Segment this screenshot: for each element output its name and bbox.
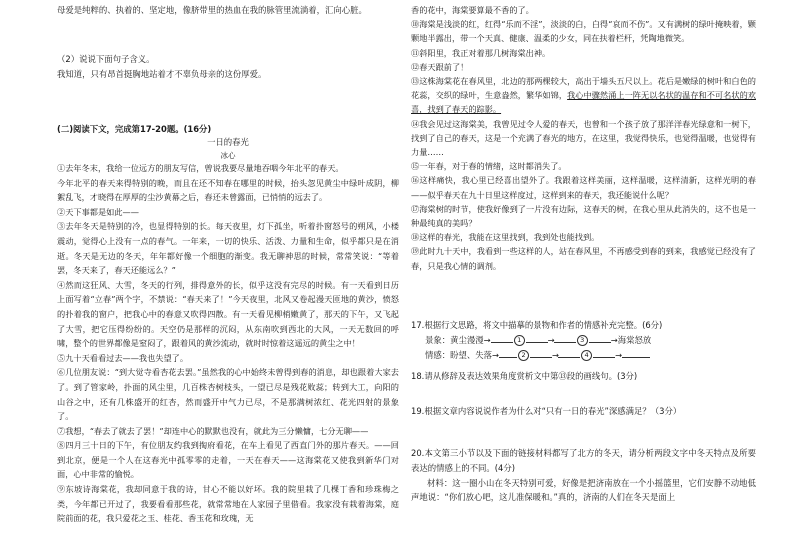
question-20: 20.本文第三小节以及下面的链接材料都写了北方的冬天，请分析两段文字中冬天特点及所要表达的情感上的不同。(4分) xyxy=(411,448,756,473)
q17-blank-1c[interactable] xyxy=(554,333,576,343)
essay-author: 冰心 xyxy=(220,150,236,160)
intro-line: 母爱是纯粹的、执着的、坚定地，像脐带里的热血在我的脉管里流淌着，汇向心脏。 xyxy=(57,5,367,15)
paragraph-9: ⑨东坡诗海棠花，我却同意于我的诗，甘心不能以好坏。我的院里栽了几棵丁香和珍珠梅之类，今年都已开过了，我要看看那些花，就常常地在人家园子里借看。我家没有栽着海棠，庭院前面的花，我只爱花之玉、桂花、香玉花和玫瑰，无 xyxy=(57,484,399,524)
q17-scene-label: 景象：黄尘漫漫→ xyxy=(425,334,491,345)
q17-blank-2c[interactable] xyxy=(558,348,580,358)
q17-scene-end: →海棠怒放 xyxy=(610,334,652,345)
q17-blank-1d[interactable] xyxy=(589,333,611,343)
paragraph-2: ②天下事都是如此—— xyxy=(57,206,139,217)
paragraph-10: ⑩海棠是浅淡的红，红得“乐而不淫”，淡淡的白，白得“哀而不伤”。又有满树的绿叶掩映着，颗颗地半露出，带一个天真、健康、温柔的少女，同在扶着栏杆，凭陶地微笑。 xyxy=(411,19,756,44)
paragraph-8: ⑧四月三十日的下午，有位朋友约我到掏府看花，在车上看见了西直门外的那片春天。——回到北京，便是一个人在这春光中孤零零的走着，一天在春天——这海棠花又使我到新华门对面，心中非常的愉悦。 xyxy=(57,440,399,480)
paragraph-6: ⑥几位朋友说：“到大觉寺看杏花去罢。”虽然我的心中始终未曾得到春的消息，却也跟着大家去了。到了管家岭，扑面的风尘里，几百株杏树枝头，一望已尽是残花败蕊；转到大工，向阳的山谷之中，还有几株盛开的红杏，然而盛开中气力已尽，不是那满树浓红、花光四射的景象了。 xyxy=(57,367,399,422)
paragraph-5: ⑤九十天看看过去——我也失望了。 xyxy=(57,352,189,363)
question-19: 19.根据文章内容说说作者为什么对“只有一日的春光”深感满足？（3分） xyxy=(411,406,682,416)
q17-circle-3: 3 xyxy=(577,335,588,346)
question-20-material: 材料：这一圈小山在冬天特别可爱，好像是把济南放在一个小摇篮里，它们安静不动地低声地说：“你们放心吧，这儿准保暖和。”真的，济南的人们在冬天是面上 xyxy=(411,477,756,503)
paragraph-13 xyxy=(411,74,756,117)
paragraph-1b: 今年北平的春天来得特别的晚，而且在还不知春在哪里的时候，抬头忽见黄尘中绿叶成阴，柳絮乱飞，才晓得在厚厚的尘沙黄幕之后，春还未曾露面，已悄悄的远去了。 xyxy=(57,177,399,203)
q17-row-scene: 景象：黄尘漫漫→ 1 → 3 →海棠怒放 xyxy=(425,334,652,345)
q17-blank-2b[interactable] xyxy=(530,348,552,358)
paragraph-1: ①去年冬末，我给一位远方的朋友写信，曾说我要尽量地吞咽今年北平的春天。 xyxy=(57,163,344,173)
q17-emotion-label: 情感：盼望、失落→ xyxy=(425,349,500,360)
underlined-sentence: 我心中骤然涌上一阵无以名状的温存和不可名状的欢喜，找到了春天的踪影。 xyxy=(411,90,756,115)
paragraph-r0: 香的花中，海棠要算最不香的了。 xyxy=(411,5,534,15)
q17-blank-1b[interactable] xyxy=(526,333,548,343)
q17-blank-2a[interactable] xyxy=(499,348,517,358)
paragraph-18: ⑱这样的春光，我能在这里找到，我到处也能找到。 xyxy=(411,232,600,243)
q17-circle-1: 1 xyxy=(514,335,525,346)
paragraph-17: ⑰海棠树的时节，使我好像到了一片没有边际，这春天的树，在我心里从此消失的，这不也是一种最纯真的美吗？ xyxy=(411,203,756,229)
paragraph-19: ⑲此时九十天中，我看到一些这样的人，站在春风里，不再感受到春的到来，我感觉已经没有了春，只是我心情的调剂。 xyxy=(411,246,756,271)
paragraph-16: ⑯这样痛快，我心里已经喜出望外了。我跟着这样美丽，这样温暖，这样清新，这样光明的春——似乎春天在九十日里这样度过，这样到来的春天，我还能说什么呢？ xyxy=(411,175,756,200)
paragraph-11: ⑪斜阳里，我正对着那几树海棠出神。 xyxy=(411,47,551,58)
q17-circle-2: 2 xyxy=(518,350,529,361)
paragraph-14: ⑭我会见过这海棠美，我曾见过令人爱的春天，也曾和一个孩子放了那洋洋春光绿意和一树下，找到了自己的春天，这是一个充满了春光的地方，在这里，我觉得快乐，也觉得温暖，也觉得有力量…… xyxy=(411,118,756,158)
paragraph-13-text: ⑬这株海棠花在春风里，北边的那两棵较大，高出于墙头五尺以上。花后是嫩绿的树叶和白色的花蕊，交织的绿叶，生意盎然，繁华如锦， xyxy=(411,76,756,101)
q17-blank-2e[interactable] xyxy=(622,348,650,358)
question-label: （2）说说下面句子含义。 xyxy=(57,54,155,64)
q17-blank-2d[interactable] xyxy=(593,348,615,358)
section-heading: (二)阅读下文，完成第17-20题。(16分) xyxy=(57,124,212,134)
paragraph-12: ⑫春天跟前了！ xyxy=(411,61,469,72)
question-18: 18.请从修辞及表达效果角度赏析文中第⑬段的画线句。(3分) xyxy=(411,371,638,381)
question-quote: 我知道，只有昂首挺胸地站着才不辜负母亲的这份厚爱。 xyxy=(57,68,267,79)
essay-title: 一日的春光 xyxy=(207,137,249,147)
q17-row-emotion: 情感：盼望、失落→ 2 → 4 → xyxy=(411,348,756,363)
q17-blank-1a[interactable] xyxy=(491,333,513,343)
q17-emotion-end: → xyxy=(615,349,623,360)
q17-circle-4: 4 xyxy=(581,350,592,361)
paragraph-4: ④然而这狂风、大雪，冬天的行列，排得意外的长，似乎这没有完尽的时候。有一天看到日历上面写着“立春”两个字，不禁说：“春天来了！”今天夜里，北风又卷起漫天匝地的黄沙，愤怒的扑着我的窗户，把我心中的春意又吹得四散。有一天看见柳梢嫩黄了，那天的下午，又飞起了大雪，把它压得纷纷的。天空仍是那样的沉闷，从东南吹到西北的大风，一天无数回的呼啸，整个的世界都像是窒闷了，跟着风的黄沙流动，就时时惊着这遥远的黄尘之中！ xyxy=(57,279,399,349)
paragraph-7: ⑦我想，“春去了就去了罢！”却连中心的默默也没有，就此为三分懒慵，七分无聊—— xyxy=(57,425,369,436)
paragraph-3: ③去年冬天是特别的冷，也显得特别的长。每天夜里，灯下孤坐，听着扑窗怒号的朔风，小楼震动，觉得心上没有一点的春气。一年来，一切的快乐、活泼、力量和生命，似乎都只是在消逝。冬天是无边的冬天，年年都好像一个细胞的渐变。我无聊神思的时候，常常笑说：“等着罢，冬天来了，春天还能远么？” xyxy=(57,221,399,276)
question-17: 17.根据行文思路，将文中描摹的景物和作者的情感补充完整。(6分) xyxy=(411,320,663,330)
paragraph-15: ⑮一年春，对于春的情绪，这时都消失了。 xyxy=(411,161,567,172)
